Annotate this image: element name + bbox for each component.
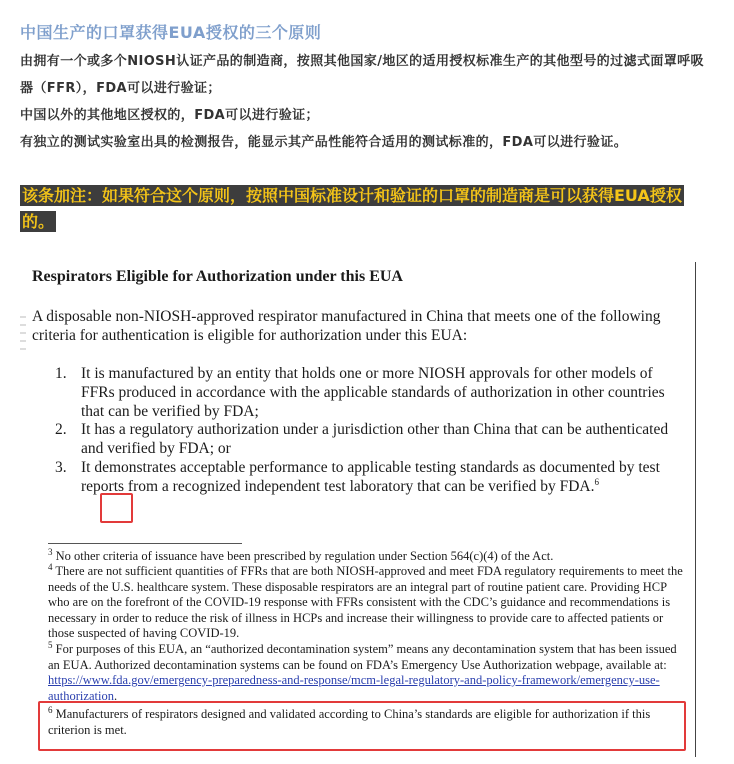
footnote-3 [48,546,688,565]
paragraph-criterion-2: 中国以外的其他地区授权的，FDA可以进行验证； [20,108,319,123]
document-title: Respirators Eligible for Authorization under this EUA [32,268,403,285]
scan-edge-line [695,262,696,757]
criterion-3-body: It demonstrates acceptable performance to applicable testing standards as documented by test reports from a recognized independent test laboratory that can be verified by FDA. [81,459,660,495]
highlight-box-footnote-6 [38,701,686,751]
footnote-reference: 6 [594,476,599,487]
paragraph-criterion-1: 由拥有一个或多个NIOSH认证产品的制造商，按照其他国家/地区的适用授权标准生产的其他型号的过滤式面罩呼吸器（FFR），FDA可以进行验证； [20,54,704,96]
footnote-mark: 4 [48,561,53,572]
criterion-text: It has a regulatory authorization under a jurisdiction other than China that can be authenticated and verified by FDA; or [81,421,669,457]
fda-eua-link[interactable]: https://www.fda.gov/emergency-preparedness-and-response/mcm-legal-regulatory-and-policy-framework/emergency-use-authorization [48,673,660,703]
criterion-number: 2. [55,421,67,438]
highlighted-note [20,183,710,235]
highlighted-note-text: 该条加注：如果符合这个原则，按照中国标准设计和验证的口罩的制造商是可以获得EUA授权的。 [22,186,682,231]
footnote-text: No other criteria of issuance have been prescribed by regulation under Section 564(c)(4) of the Act. [55,549,554,563]
scan-artifact [20,316,26,356]
document-scan [20,256,696,761]
footnote-5 [48,639,688,704]
footnote-mark: 5 [48,639,53,650]
document-intro: A disposable non-NIOSH-approved respirator manufactured in China that meets one of the following criteria for authentication is eligible for authorization under this EUA: [32,308,661,344]
criterion-number: 1. [55,365,67,382]
article-heading: 中国生产的口罩获得EUA授权的三个原则 [20,23,322,42]
footnote-text: There are not sufficient quantities of FFRs that are both NIOSH-approved and meet FDA regulatory requirements to meet the needs of the U.S. healthcare system. These disposable respirators are an integral part of routine patient care. Providing HCP who are on the forefront of the COVID-19 response with FFRs consistent with the CDC’s guidance and recommendations is necessary in order to reduce the risk of illness in HCPs and increase their willingness to provide care to affected patients or those suspected of having COVID-19. [48,564,683,640]
footnote-divider [48,543,242,544]
footnote-4 [48,561,688,642]
criterion-text: It is manufactured by an entity that holds one or more NIOSH approvals for other models of FFRs produced in accordance with the applicable standards of authorization in other countries that can be verified by FDA; [81,365,665,420]
footnote-mark: 6 [48,704,53,715]
footnote-end: . [113,688,118,703]
criterion-text [81,458,671,496]
criterion-number: 3. [55,459,67,476]
highlight-box-footnote-ref [100,493,133,523]
footnote-text: For purposes of this EUA, an “authorized decontamination system” means any decontamination system that has been issued an EUA. Authorized decontamination systems can be found on FDA’s Emergency Use Authorization webpage, available at: [48,642,677,672]
paragraph-criterion-3: 有独立的测试实验室出具的检测报告，能显示其产品性能符合适用的测试标准的，FDA可以进行验证。 [20,135,628,150]
footnote-text: Manufacturers of respirators designed and validated according to China’s standards are eligible for authorization if this criterion is met. [48,707,651,737]
footnote-mark: 3 [48,546,53,557]
